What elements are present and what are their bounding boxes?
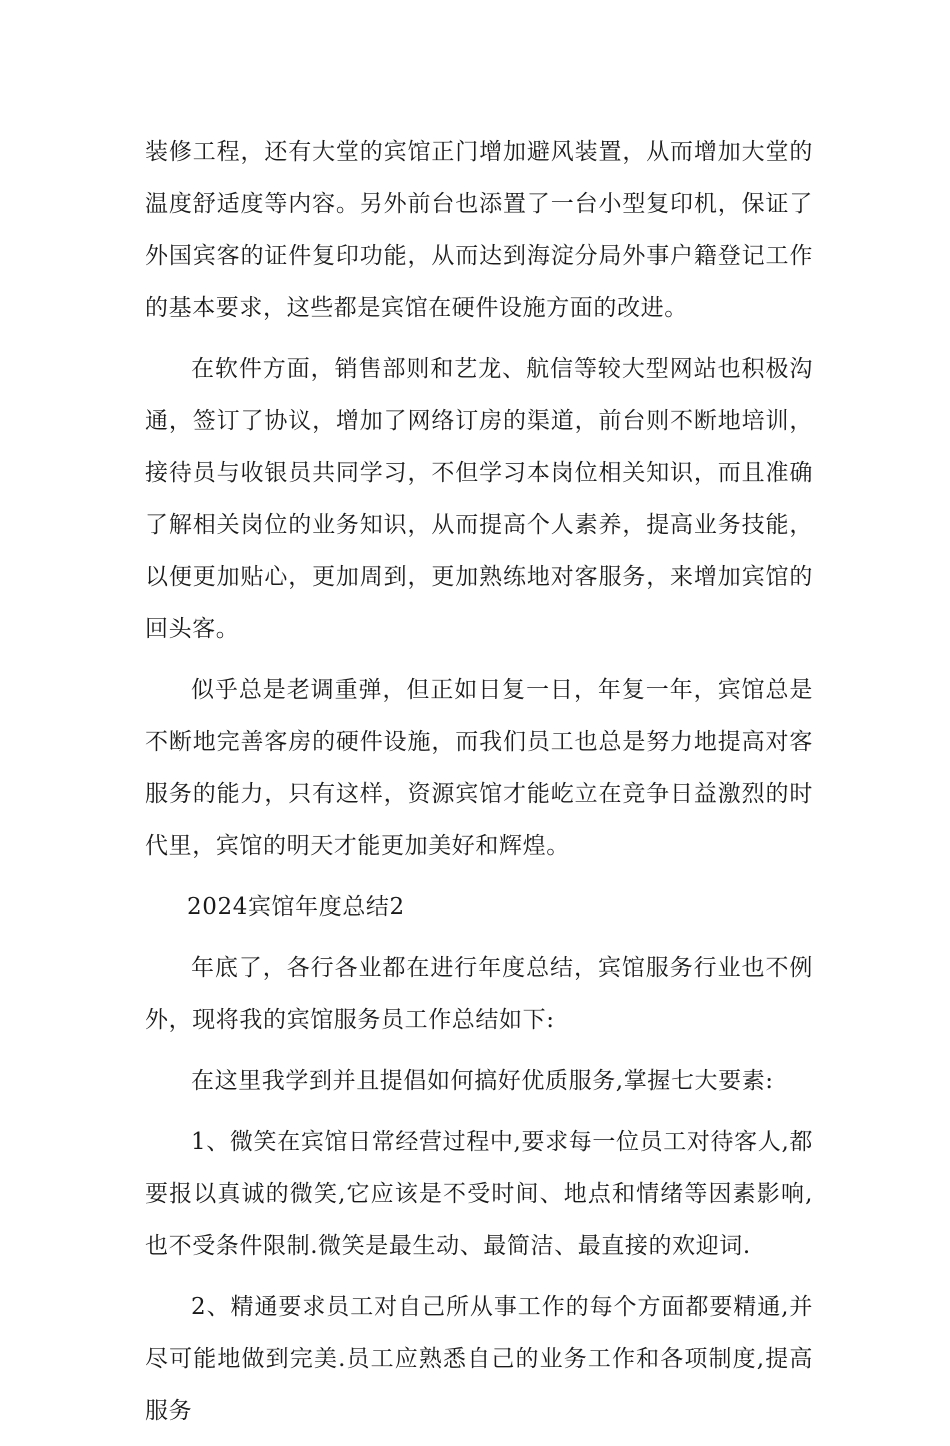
paragraph-software-improvements: 在软件方面，销售部则和艺龙、航信等较大型网站也积极沟通，签订了协议，增加了网络订房的渠道，前台则不断地培训，接待员与收银员共同学习，不但学习本岗位相关知识，而且准确了解相关岗位的业务知识，从而提高个人素养，提高业务技能，以便更加贴心，更加周到，更加熟练地对客服务，来增加宾馆的回头客。: [145, 356, 813, 642]
paragraph-item-smile: 1、微笑在宾馆日常经营过程中,要求每一位员工对待客人,都要报以真诚的微笑,它应该是不受时间、地点和情绪等因素影响,也不受条件限制.微笑是最生动、最简洁、最直接的欢迎词.: [145, 1129, 813, 1259]
paragraph-hardware-improvements: 装修工程，还有大堂的宾馆正门增加避风装置，从而增加大堂的温度舒适度等内容。另外前台也添置了一台小型复印机，保证了外国宾客的证件复印功能，从而达到海淀分局外事户籍登记工作的基本要求，这些都是宾馆在硬件设施方面的改进。: [145, 139, 813, 321]
document-body: [145, 126, 813, 1446]
paragraph-item-proficiency: 2、精通要求员工对自己所从事工作的每个方面都要精通,并尽可能地做到完美.员工应熟悉自己的业务工作和各项制度,提高服务: [145, 1294, 813, 1424]
paragraph-conclusion: 似乎总是老调重弹，但正如日复一日，年复一年，宾馆总是不断地完善客房的硬件设施，而我们员工也总是努力地提高对客服务的能力，只有这样，资源宾馆才能屹立在竞争日益激烈的时代里，宾馆的明天才能更加美好和辉煌。: [145, 677, 813, 859]
section-heading: 2024宾馆年度总结2: [187, 894, 405, 920]
paragraph-seven-elements: 在这里我学到并且提倡如何搞好优质服务,掌握七大要素:: [191, 1068, 774, 1094]
paragraph-year-end-intro: 年底了，各行各业都在进行年度总结，宾馆服务行业也不例外，现将我的宾馆服务员工作总结如下:: [145, 955, 813, 1033]
